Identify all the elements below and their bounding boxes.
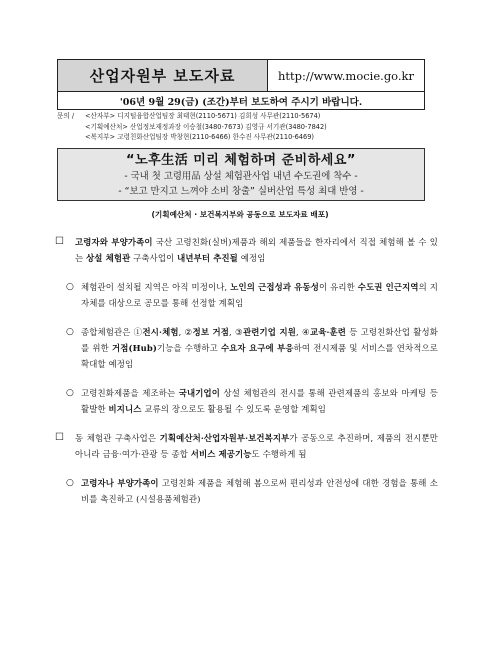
text-segment: , ④ [295, 327, 310, 337]
cosponsor-note: (기획예산처 · 보건복지부와 공동으로 보도자료 배포) [151, 210, 329, 219]
subheadline: - 국내 첫 고령用品 상설 체험관사업 내년 수도권에 착수 - [124, 171, 358, 182]
contact-text: <복지부> 고령친화산업팀장 박창현(2110-6466) 한수진 사무관(2110-6469) [85, 133, 314, 142]
emphasis-text: 국내기업이 [178, 388, 220, 398]
text-segment: 상설 체험관의 전시를 통해 관련제품의 홍보와 마케팅 등 활발한 [81, 388, 438, 414]
text-segment: 도 수행하게 됨 [251, 449, 307, 459]
emphasis-text: 교육·훈련 [310, 327, 347, 337]
emphasis-text: 관련기업 지원 [243, 327, 296, 337]
text-segment: 교류의 장으로도 활용될 수 있도록 운영할 계획임 [141, 404, 327, 414]
emphasis-text: 기획예산처·산업자원부·보건복지부 [159, 433, 290, 443]
text-segment: 종합체험관은 ① [81, 327, 143, 337]
bullet-paragraph [55, 475, 438, 507]
bullet-paragraph [55, 279, 438, 311]
paragraph-text [81, 324, 438, 372]
section-paragraph [55, 234, 438, 266]
bullet-paragraph [55, 324, 438, 372]
circle-bullet-icon: ○ [66, 282, 75, 292]
headline-box [57, 148, 425, 201]
emphasis-text: 비지니스 [108, 404, 142, 414]
emphasis-text: 노인의 근접성과 유동성 [230, 282, 319, 292]
emphasis-text: 서비스 제공기능 [190, 449, 252, 459]
square-bullet-icon: ☐ [55, 432, 65, 443]
text-segment: 체험관이 설치될 지역은 아직 미정이나, [81, 282, 231, 292]
paragraph-text [81, 475, 438, 507]
text-segment: , ② [178, 327, 193, 337]
paragraph-text [75, 234, 438, 266]
contact-block [57, 111, 447, 143]
embargo-notice: '06년 9월 29(금) (조간)부터 보도하여 주시기 바랍니다. [57, 92, 425, 110]
contact-row [57, 122, 447, 133]
text-segment: 고령친화제품을 제조하는 [81, 388, 179, 398]
emphasis-text: 전시·체험 [142, 327, 179, 337]
text-segment: 이 유리한 [318, 282, 358, 292]
emphasis-text: 정보 거점 [192, 327, 230, 337]
circle-bullet-icon: ○ [66, 327, 75, 337]
bullet-paragraph [55, 385, 438, 417]
article-body [55, 234, 438, 520]
text-segment: 구축사업이 [130, 253, 178, 263]
text-segment: , ③ [229, 327, 244, 337]
contact-row [57, 132, 447, 143]
square-bullet-icon: ☐ [55, 236, 65, 247]
paragraph-text [81, 279, 438, 311]
text-segment: 고령친화 제품을 체험해 봄으로써 편리성과 안전성에 대한 경험을 통해 소비를 촉진하고 (시설용품체험관) [81, 478, 439, 504]
contact-row [57, 111, 447, 122]
text-segment: 의 지자체를 대상으로 공모를 통해 선정할 계획임 [81, 282, 439, 308]
contact-text: <기획예산처> 산업정보재정과장 이승철(3480-7673) 김영규 서기관(3480-7842) [85, 122, 327, 131]
text-segment: 하여 전시제품 및 서비스를 연차적으로 확대할 예정임 [81, 343, 438, 369]
emphasis-text: 수요자 요구에 부응 [220, 343, 294, 353]
text-segment: 등 고령친화산업 활성화를 위한 [81, 327, 438, 353]
emphasis-text: 고령자나 부양가족이 [81, 478, 159, 488]
contact-label: 문의 / [57, 112, 75, 120]
text-segment: 동 체험관 구축사업은 [75, 433, 160, 443]
emphasis-text: 수도권 인근지역 [357, 282, 419, 292]
circle-bullet-icon: ○ [66, 388, 75, 398]
paragraph-text [81, 385, 438, 417]
subheadline: - “보고 만지고 느껴야 소비 창출” 실버산업 특성 최대 반영 - [118, 186, 364, 197]
section-paragraph [55, 430, 438, 462]
press-release-header [57, 59, 425, 92]
circle-bullet-icon: ○ [66, 478, 75, 488]
emphasis-text: 내년부터 추진될 [177, 253, 238, 263]
headline: “노후生活 미리 체험하며 준비하세요” [126, 153, 356, 168]
text-segment: 예정임 [237, 253, 266, 263]
emphasis-text: 고령자와 부양가족이 [75, 237, 153, 247]
ministry-url[interactable]: http://www.mocie.go.kr [277, 68, 415, 83]
contact-text: <산자부> 디지털융합산업팀장 최태현(2110-5671) 김희성 사무관(2110-5674) [85, 112, 321, 120]
emphasis-text: 상설 체험관 [86, 253, 131, 263]
press-release-title: 산업자원부 보도자료 [58, 60, 268, 91]
text-segment: 가 공동으로 추진하며, 제품의 전시뿐만 아니라 금융·여가·관광 등 종합 [75, 433, 438, 459]
text-segment: 기능을 수행하고 [157, 343, 221, 353]
text-segment: 국산 고령친화(실버)제품과 해외 제품들을 한자리에서 직접 체험해 볼 수 있는 [75, 237, 438, 263]
paragraph-text [75, 430, 438, 462]
emphasis-text: 거점(Hub) [111, 343, 157, 353]
